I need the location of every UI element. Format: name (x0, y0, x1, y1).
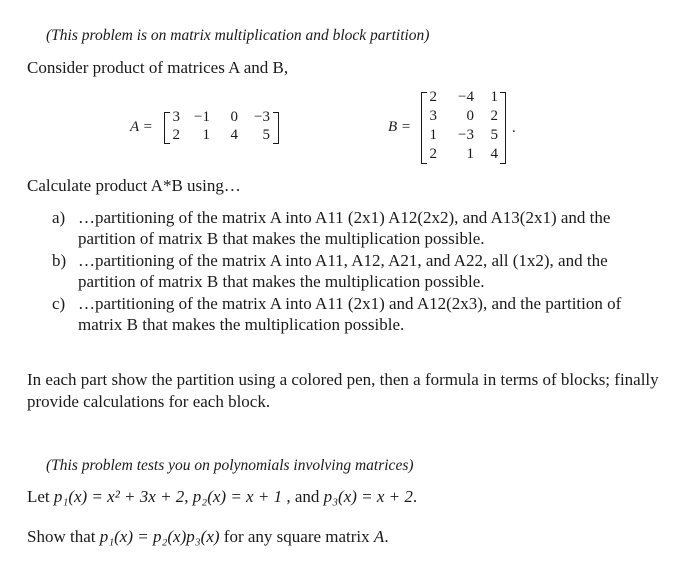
matrix-b-right-bracket (500, 92, 506, 164)
matrix-variable: A (373, 527, 385, 546)
matrix-cell: −3 (254, 109, 270, 125)
matrix-cell: 3 (172, 109, 180, 125)
matrix-cell: 2 (172, 127, 180, 143)
polynomial-definitions (27, 487, 417, 507)
part-c-line-2: matrix B that makes the multiplication possible. (78, 315, 405, 334)
matrix-cell: 1 (202, 127, 210, 143)
matrix-cell: −3 (458, 127, 474, 143)
part-b (52, 251, 608, 292)
show-statement (27, 527, 389, 547)
matrix-cell: −1 (194, 109, 210, 125)
show-prefix: Show that (27, 527, 100, 546)
instructions-line-2: provide calculations for each block. (27, 392, 271, 411)
part-c-line-1: …partitioning of the matrix A into A11 (2x1) and A12(2x3), and the partition of (78, 294, 622, 313)
matrix-cell: 2 (429, 89, 437, 105)
matrix-cell: 5 (262, 127, 270, 143)
matrix-cell: 2 (490, 108, 498, 124)
matrix-cell: 1 (429, 127, 437, 143)
matrix-cell: 2 (429, 146, 437, 162)
matrix-cell: 3 (429, 108, 437, 124)
matrix-a-label: A = (130, 119, 153, 135)
show-mid: for any square matrix (219, 527, 374, 546)
instructions-line-1: In each part show the partition using a colored pen, then a formula in terms of blocks; finally (27, 370, 659, 389)
separator: , and (282, 487, 324, 506)
section-note: (This problem is on matrix multiplication and block partition) (46, 27, 430, 44)
matrix-cell: 0 (466, 108, 474, 124)
part-a-line-1: …partitioning of the matrix A into A11 (2x1) A12(2x2), and A13(2x1) and the (78, 208, 611, 227)
period: . (412, 487, 418, 506)
matrix-cell: 0 (230, 109, 238, 125)
part-c (52, 294, 621, 335)
intro-text: Consider product of matrices A and B, (27, 58, 289, 77)
period: . (384, 527, 389, 546)
separator: , (184, 487, 193, 506)
matrix-cell: 5 (490, 127, 498, 143)
part-a-line-2: partition of matrix B that makes the multiplication possible. (78, 229, 485, 248)
p1-definition: p₁(x) = x² + 3x + 2 (53, 487, 185, 506)
task-title: Calculate product A*B using… (27, 176, 241, 195)
p2-definition: p₂(x) = x + 1 (192, 487, 283, 506)
matrix-b-label: B = (388, 119, 412, 135)
p3-definition: p₃(x) = x + 2 (323, 487, 413, 506)
matrix-cell: 1 (466, 146, 474, 162)
matrix-a-right-bracket (273, 112, 279, 144)
part-c-label: c) (52, 294, 66, 313)
matrix-cell: 4 (490, 146, 498, 162)
let-prefix: Let (27, 487, 54, 506)
instructions (27, 370, 659, 412)
part-a-label: a) (52, 208, 66, 227)
part-b-line-1: …partitioning of the matrix A into A11, A12, A21, and A22, all (1x2), and the (78, 251, 608, 270)
part-b-label: b) (52, 251, 67, 270)
part-b-line-2: partition of matrix B that makes the multiplication possible. (78, 272, 485, 291)
matrix-cell: 1 (490, 89, 498, 105)
section2-note: (This problem tests you on polynomials involving matrices) (46, 457, 414, 474)
matrix-cell: 4 (230, 127, 238, 143)
matrix-cell: −4 (458, 89, 474, 105)
identity-expression: p₁(x) = p₂(x)p₃(x) (99, 527, 220, 546)
part-a (52, 208, 610, 249)
matrix-b-period: . (512, 120, 516, 136)
